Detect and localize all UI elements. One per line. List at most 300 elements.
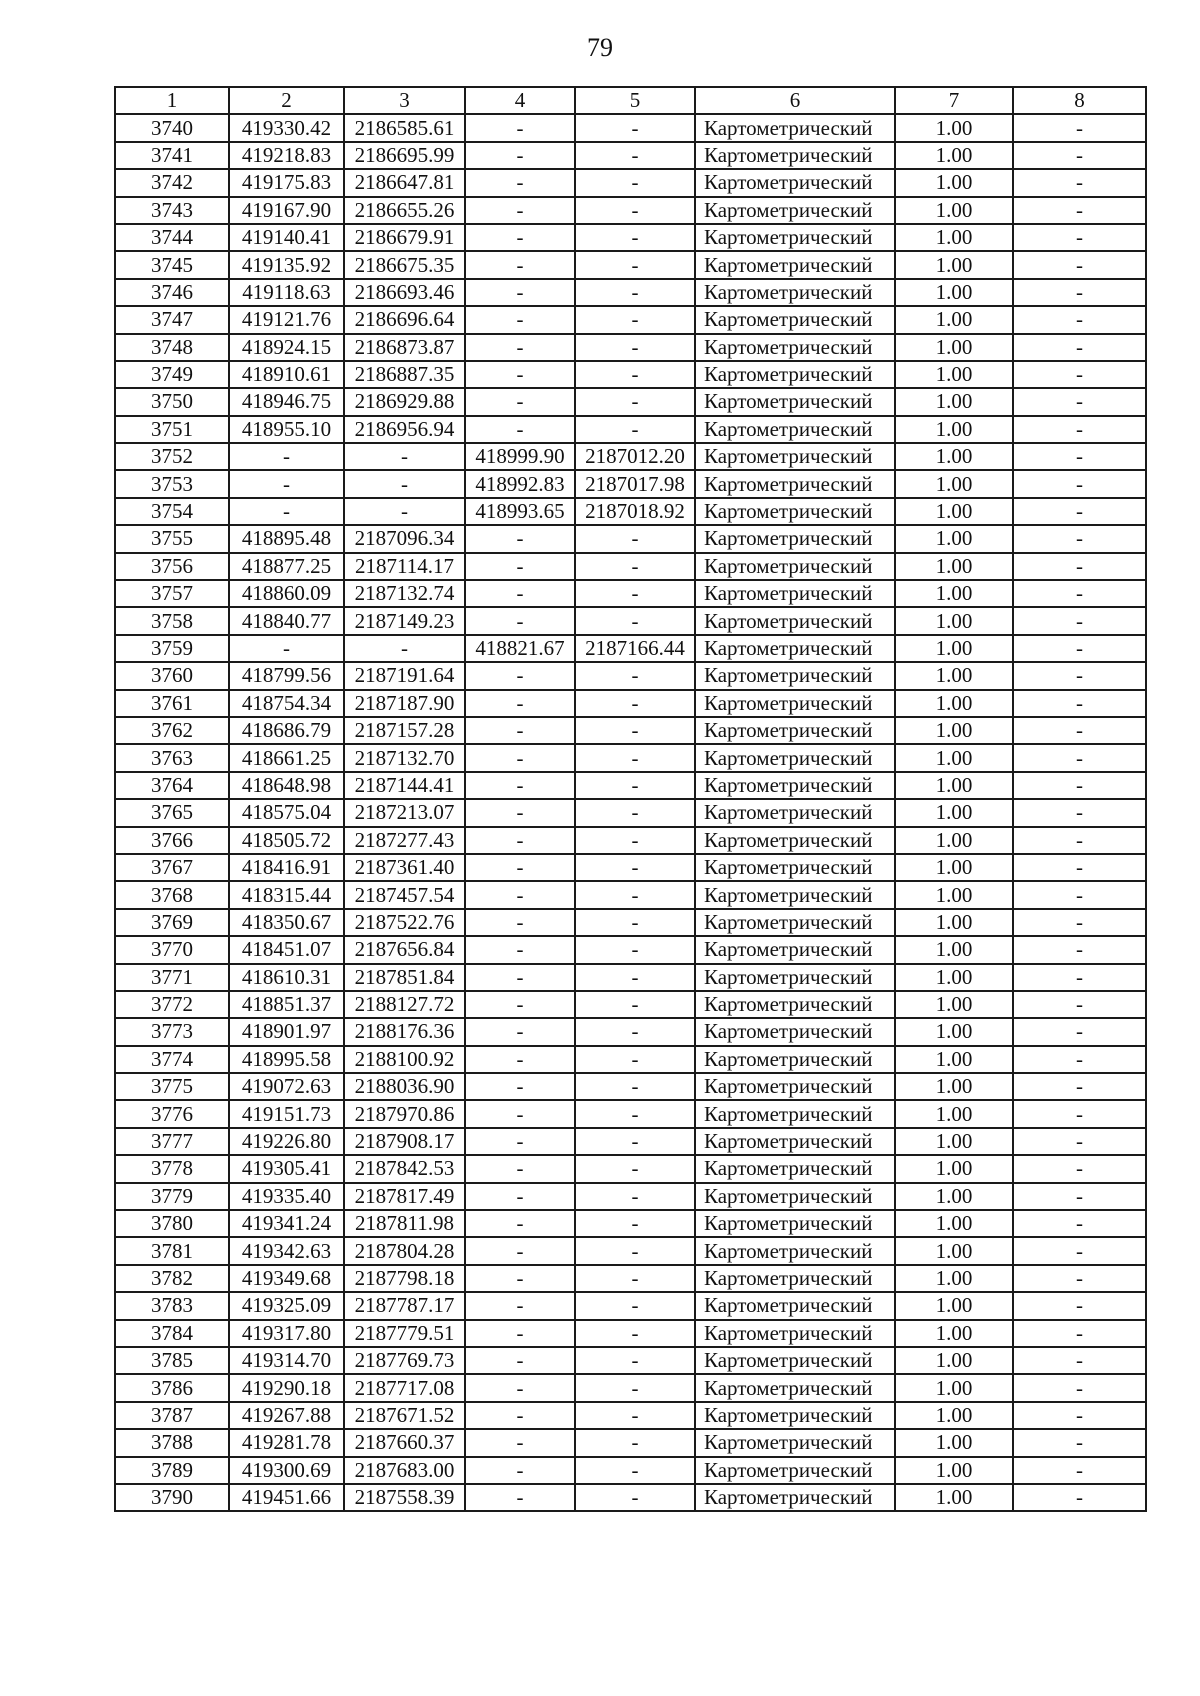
table-row — [115, 224, 1146, 251]
x-coordinate-cell: 419118.63 — [229, 279, 344, 306]
y-coordinate-alt-cell: 2187166.44 — [575, 635, 695, 662]
point-number-cell: 3749 — [115, 361, 229, 388]
description-cell: - — [1013, 607, 1146, 634]
point-number-cell: 3786 — [115, 1374, 229, 1401]
y-coordinate-cell: 2186695.99 — [344, 142, 465, 169]
method-cell: Картометрический — [695, 991, 895, 1018]
method-cell: Картометрический — [695, 799, 895, 826]
y-coordinate-cell: 2187817.49 — [344, 1183, 465, 1210]
x-coordinate-alt-cell: - — [465, 881, 575, 908]
method-cell: Картометрический — [695, 717, 895, 744]
x-coordinate-alt-cell: - — [465, 334, 575, 361]
method-cell: Картометрический — [695, 1265, 895, 1292]
x-coordinate-alt-cell: 418999.90 — [465, 443, 575, 470]
method-cell: Картометрический — [695, 827, 895, 854]
x-coordinate-cell: 418686.79 — [229, 717, 344, 744]
accuracy-cell: 1.00 — [895, 1046, 1013, 1073]
method-cell: Картометрический — [695, 1018, 895, 1045]
method-cell: Картометрический — [695, 525, 895, 552]
x-coordinate-cell: 419314.70 — [229, 1347, 344, 1374]
y-coordinate-alt-cell: - — [575, 1292, 695, 1319]
description-cell: - — [1013, 1457, 1146, 1484]
y-coordinate-alt-cell: 2187018.92 — [575, 498, 695, 525]
table-row — [115, 1265, 1146, 1292]
accuracy-cell: 1.00 — [895, 662, 1013, 689]
y-coordinate-cell: 2187970.86 — [344, 1100, 465, 1127]
table-row — [115, 1374, 1146, 1401]
point-number-cell: 3753 — [115, 470, 229, 497]
x-coordinate-alt-cell: - — [465, 1265, 575, 1292]
table-row — [115, 635, 1146, 662]
accuracy-cell: 1.00 — [895, 306, 1013, 333]
method-cell: Картометрический — [695, 224, 895, 251]
y-coordinate-alt-cell: - — [575, 744, 695, 771]
y-coordinate-cell: 2187798.18 — [344, 1265, 465, 1292]
x-coordinate-alt-cell: - — [465, 909, 575, 936]
y-coordinate-alt-cell: - — [575, 361, 695, 388]
x-coordinate-cell: 418895.48 — [229, 525, 344, 552]
y-coordinate-alt-cell: - — [575, 388, 695, 415]
method-cell: Картометрический — [695, 114, 895, 141]
x-coordinate-cell: 418840.77 — [229, 607, 344, 634]
accuracy-cell: 1.00 — [895, 1265, 1013, 1292]
accuracy-cell: 1.00 — [895, 635, 1013, 662]
table-header-row — [115, 87, 1146, 114]
y-coordinate-alt-cell: - — [575, 772, 695, 799]
description-cell: - — [1013, 1046, 1146, 1073]
x-coordinate-alt-cell: - — [465, 607, 575, 634]
x-coordinate-cell: 418799.56 — [229, 662, 344, 689]
y-coordinate-cell: 2187149.23 — [344, 607, 465, 634]
y-coordinate-alt-cell: - — [575, 964, 695, 991]
y-coordinate-cell: 2187804.28 — [344, 1237, 465, 1264]
point-number-cell: 3785 — [115, 1347, 229, 1374]
y-coordinate-alt-cell: - — [575, 936, 695, 963]
method-cell: Картометрический — [695, 1128, 895, 1155]
table-row — [115, 1018, 1146, 1045]
point-number-cell: 3779 — [115, 1183, 229, 1210]
description-cell: - — [1013, 361, 1146, 388]
method-cell: Картометрический — [695, 443, 895, 470]
point-number-cell: 3777 — [115, 1128, 229, 1155]
method-cell: Картометрический — [695, 744, 895, 771]
x-coordinate-cell: 418901.97 — [229, 1018, 344, 1045]
description-cell: - — [1013, 1237, 1146, 1264]
point-number-cell: 3790 — [115, 1484, 229, 1511]
x-coordinate-cell: 419451.66 — [229, 1484, 344, 1511]
x-coordinate-alt-cell: - — [465, 1100, 575, 1127]
table-row — [115, 1100, 1146, 1127]
description-cell: - — [1013, 553, 1146, 580]
table-row — [115, 827, 1146, 854]
x-coordinate-cell: 418350.67 — [229, 909, 344, 936]
accuracy-cell: 1.00 — [895, 1429, 1013, 1456]
point-number-cell: 3747 — [115, 306, 229, 333]
description-cell: - — [1013, 1155, 1146, 1182]
x-coordinate-alt-cell: - — [465, 662, 575, 689]
description-cell: - — [1013, 334, 1146, 361]
x-coordinate-alt-cell: 418992.83 — [465, 470, 575, 497]
y-coordinate-alt-cell: - — [575, 224, 695, 251]
method-cell: Картометрический — [695, 361, 895, 388]
x-coordinate-cell: 418648.98 — [229, 772, 344, 799]
accuracy-cell: 1.00 — [895, 114, 1013, 141]
y-coordinate-cell: 2187851.84 — [344, 964, 465, 991]
description-cell: - — [1013, 1347, 1146, 1374]
table-row — [115, 909, 1146, 936]
x-coordinate-cell: 419349.68 — [229, 1265, 344, 1292]
description-cell: - — [1013, 772, 1146, 799]
method-cell: Картометрический — [695, 334, 895, 361]
description-cell: - — [1013, 306, 1146, 333]
y-coordinate-cell: 2186873.87 — [344, 334, 465, 361]
x-coordinate-alt-cell: - — [465, 1402, 575, 1429]
table-row — [115, 1292, 1146, 1319]
accuracy-cell: 1.00 — [895, 936, 1013, 963]
x-coordinate-alt-cell: - — [465, 1347, 575, 1374]
y-coordinate-alt-cell: - — [575, 197, 695, 224]
description-cell: - — [1013, 169, 1146, 196]
table-row — [115, 881, 1146, 908]
point-number-cell: 3783 — [115, 1292, 229, 1319]
y-coordinate-cell: 2187213.07 — [344, 799, 465, 826]
method-cell: Картометрический — [695, 1155, 895, 1182]
x-coordinate-cell: 418315.44 — [229, 881, 344, 908]
x-coordinate-cell: 419330.42 — [229, 114, 344, 141]
x-coordinate-alt-cell: - — [465, 279, 575, 306]
point-number-cell: 3758 — [115, 607, 229, 634]
point-number-cell: 3750 — [115, 388, 229, 415]
point-number-cell: 3774 — [115, 1046, 229, 1073]
point-number-cell: 3788 — [115, 1429, 229, 1456]
y-coordinate-cell: 2187096.34 — [344, 525, 465, 552]
y-coordinate-cell: 2187157.28 — [344, 717, 465, 744]
x-coordinate-alt-cell: - — [465, 690, 575, 717]
x-coordinate-cell: 419335.40 — [229, 1183, 344, 1210]
table-row — [115, 525, 1146, 552]
description-cell: - — [1013, 443, 1146, 470]
accuracy-cell: 1.00 — [895, 1292, 1013, 1319]
point-number-cell: 3766 — [115, 827, 229, 854]
x-coordinate-alt-cell: - — [465, 854, 575, 881]
x-coordinate-cell: 418860.09 — [229, 580, 344, 607]
description-cell: - — [1013, 1292, 1146, 1319]
x-coordinate-alt-cell: - — [465, 1155, 575, 1182]
table-row — [115, 1347, 1146, 1374]
point-number-cell: 3742 — [115, 169, 229, 196]
table-body — [115, 114, 1146, 1511]
x-coordinate-cell: 419267.88 — [229, 1402, 344, 1429]
x-coordinate-cell: 418661.25 — [229, 744, 344, 771]
accuracy-cell: 1.00 — [895, 1484, 1013, 1511]
y-coordinate-cell: 2187361.40 — [344, 854, 465, 881]
description-cell: - — [1013, 114, 1146, 141]
x-coordinate-cell: - — [229, 470, 344, 497]
y-coordinate-alt-cell: - — [575, 1484, 695, 1511]
y-coordinate-alt-cell: - — [575, 1347, 695, 1374]
method-cell: Картометрический — [695, 416, 895, 443]
x-coordinate-cell: 419151.73 — [229, 1100, 344, 1127]
point-number-cell: 3768 — [115, 881, 229, 908]
description-cell: - — [1013, 909, 1146, 936]
y-coordinate-cell: 2186679.91 — [344, 224, 465, 251]
y-coordinate-cell: 2187787.17 — [344, 1292, 465, 1319]
description-cell: - — [1013, 224, 1146, 251]
method-cell: Картометрический — [695, 1237, 895, 1264]
column-header: 3 — [344, 87, 465, 114]
description-cell: - — [1013, 1429, 1146, 1456]
method-cell: Картометрический — [695, 1457, 895, 1484]
y-coordinate-alt-cell: - — [575, 525, 695, 552]
method-cell: Картометрический — [695, 388, 895, 415]
table-row — [115, 1402, 1146, 1429]
point-number-cell: 3773 — [115, 1018, 229, 1045]
page-number: 79 — [587, 33, 613, 62]
point-number-cell: 3760 — [115, 662, 229, 689]
method-cell: Картометрический — [695, 470, 895, 497]
accuracy-cell: 1.00 — [895, 1018, 1013, 1045]
description-cell: - — [1013, 1210, 1146, 1237]
description-cell: - — [1013, 388, 1146, 415]
point-number-cell: 3743 — [115, 197, 229, 224]
description-cell: - — [1013, 279, 1146, 306]
y-coordinate-alt-cell: - — [575, 799, 695, 826]
x-coordinate-alt-cell: - — [465, 1046, 575, 1073]
x-coordinate-cell: 419140.41 — [229, 224, 344, 251]
y-coordinate-alt-cell: - — [575, 416, 695, 443]
y-coordinate-cell: 2187683.00 — [344, 1457, 465, 1484]
x-coordinate-alt-cell: - — [465, 799, 575, 826]
table-row — [115, 169, 1146, 196]
y-coordinate-alt-cell: - — [575, 717, 695, 744]
y-coordinate-alt-cell: - — [575, 142, 695, 169]
description-cell: - — [1013, 936, 1146, 963]
description-cell: - — [1013, 964, 1146, 991]
table-row — [115, 251, 1146, 278]
table-row — [115, 991, 1146, 1018]
table-row — [115, 553, 1146, 580]
accuracy-cell: 1.00 — [895, 1155, 1013, 1182]
x-coordinate-cell: 418416.91 — [229, 854, 344, 881]
accuracy-cell: 1.00 — [895, 909, 1013, 936]
description-cell: - — [1013, 498, 1146, 525]
x-coordinate-alt-cell: - — [465, 388, 575, 415]
x-coordinate-alt-cell: - — [465, 991, 575, 1018]
x-coordinate-cell: 419167.90 — [229, 197, 344, 224]
method-cell: Картометрический — [695, 251, 895, 278]
x-coordinate-alt-cell: - — [465, 114, 575, 141]
point-number-cell: 3776 — [115, 1100, 229, 1127]
accuracy-cell: 1.00 — [895, 881, 1013, 908]
accuracy-cell: 1.00 — [895, 1237, 1013, 1264]
description-cell: - — [1013, 991, 1146, 1018]
accuracy-cell: 1.00 — [895, 224, 1013, 251]
method-cell: Картометрический — [695, 580, 895, 607]
accuracy-cell: 1.00 — [895, 1100, 1013, 1127]
table-row — [115, 1320, 1146, 1347]
accuracy-cell: 1.00 — [895, 525, 1013, 552]
method-cell: Картометрический — [695, 936, 895, 963]
point-number-cell: 3762 — [115, 717, 229, 744]
accuracy-cell: 1.00 — [895, 772, 1013, 799]
y-coordinate-cell: 2187144.41 — [344, 772, 465, 799]
y-coordinate-cell: 2187908.17 — [344, 1128, 465, 1155]
y-coordinate-alt-cell: - — [575, 690, 695, 717]
table-row — [115, 580, 1146, 607]
x-coordinate-cell: 419226.80 — [229, 1128, 344, 1155]
y-coordinate-cell: 2187660.37 — [344, 1429, 465, 1456]
x-coordinate-cell: 418955.10 — [229, 416, 344, 443]
accuracy-cell: 1.00 — [895, 991, 1013, 1018]
x-coordinate-alt-cell: - — [465, 964, 575, 991]
description-cell: - — [1013, 1320, 1146, 1347]
table-row — [115, 197, 1146, 224]
method-cell: Картометрический — [695, 1183, 895, 1210]
y-coordinate-cell: 2187656.84 — [344, 936, 465, 963]
y-coordinate-cell: 2186655.26 — [344, 197, 465, 224]
y-coordinate-alt-cell: - — [575, 1046, 695, 1073]
table-row — [115, 964, 1146, 991]
accuracy-cell: 1.00 — [895, 690, 1013, 717]
description-cell: - — [1013, 635, 1146, 662]
method-cell: Картометрический — [695, 690, 895, 717]
x-coordinate-alt-cell: - — [465, 1210, 575, 1237]
x-coordinate-alt-cell: - — [465, 1320, 575, 1347]
description-cell: - — [1013, 1374, 1146, 1401]
y-coordinate-alt-cell: - — [575, 1237, 695, 1264]
x-coordinate-alt-cell: - — [465, 1374, 575, 1401]
description-cell: - — [1013, 1100, 1146, 1127]
description-cell: - — [1013, 1128, 1146, 1155]
x-coordinate-cell: 419305.41 — [229, 1155, 344, 1182]
description-cell: - — [1013, 251, 1146, 278]
table-row — [115, 1237, 1146, 1264]
x-coordinate-cell: 419341.24 — [229, 1210, 344, 1237]
point-number-cell: 3752 — [115, 443, 229, 470]
point-number-cell: 3769 — [115, 909, 229, 936]
accuracy-cell: 1.00 — [895, 1183, 1013, 1210]
accuracy-cell: 1.00 — [895, 553, 1013, 580]
accuracy-cell: 1.00 — [895, 799, 1013, 826]
description-cell: - — [1013, 799, 1146, 826]
accuracy-cell: 1.00 — [895, 1320, 1013, 1347]
y-coordinate-alt-cell: - — [575, 854, 695, 881]
x-coordinate-cell: 418575.04 — [229, 799, 344, 826]
x-coordinate-alt-cell: - — [465, 142, 575, 169]
table-row — [115, 662, 1146, 689]
y-coordinate-cell: 2187842.53 — [344, 1155, 465, 1182]
accuracy-cell: 1.00 — [895, 1374, 1013, 1401]
y-coordinate-alt-cell: - — [575, 553, 695, 580]
x-coordinate-cell: - — [229, 498, 344, 525]
table-row — [115, 1183, 1146, 1210]
x-coordinate-alt-cell: - — [465, 744, 575, 771]
description-cell: - — [1013, 470, 1146, 497]
point-number-cell: 3771 — [115, 964, 229, 991]
y-coordinate-alt-cell: - — [575, 1374, 695, 1401]
table-row — [115, 306, 1146, 333]
y-coordinate-cell: 2187558.39 — [344, 1484, 465, 1511]
table-row — [115, 1155, 1146, 1182]
accuracy-cell: 1.00 — [895, 827, 1013, 854]
x-coordinate-cell: 419281.78 — [229, 1429, 344, 1456]
table-row — [115, 279, 1146, 306]
table-row — [115, 772, 1146, 799]
table-row — [115, 1046, 1146, 1073]
point-number-cell: 3746 — [115, 279, 229, 306]
x-coordinate-alt-cell: - — [465, 1183, 575, 1210]
method-cell: Картометрический — [695, 498, 895, 525]
y-coordinate-alt-cell: - — [575, 909, 695, 936]
point-number-cell: 3751 — [115, 416, 229, 443]
description-cell: - — [1013, 580, 1146, 607]
x-coordinate-cell: 418451.07 — [229, 936, 344, 963]
y-coordinate-cell: 2187671.52 — [344, 1402, 465, 1429]
y-coordinate-alt-cell: 2187017.98 — [575, 470, 695, 497]
table-row — [115, 1128, 1146, 1155]
y-coordinate-cell: 2188100.92 — [344, 1046, 465, 1073]
accuracy-cell: 1.00 — [895, 717, 1013, 744]
method-cell: Картометрический — [695, 197, 895, 224]
accuracy-cell: 1.00 — [895, 388, 1013, 415]
x-coordinate-alt-cell: - — [465, 1429, 575, 1456]
y-coordinate-cell: 2187522.76 — [344, 909, 465, 936]
x-coordinate-cell: 418995.58 — [229, 1046, 344, 1073]
x-coordinate-alt-cell: - — [465, 361, 575, 388]
accuracy-cell: 1.00 — [895, 498, 1013, 525]
description-cell: - — [1013, 197, 1146, 224]
x-coordinate-cell: 418924.15 — [229, 334, 344, 361]
x-coordinate-cell: 419121.76 — [229, 306, 344, 333]
accuracy-cell: 1.00 — [895, 416, 1013, 443]
y-coordinate-cell: 2187132.70 — [344, 744, 465, 771]
y-coordinate-alt-cell: - — [575, 1402, 695, 1429]
y-coordinate-cell: 2186647.81 — [344, 169, 465, 196]
y-coordinate-alt-cell: - — [575, 251, 695, 278]
point-number-cell: 3772 — [115, 991, 229, 1018]
y-coordinate-alt-cell: - — [575, 580, 695, 607]
y-coordinate-alt-cell: - — [575, 1265, 695, 1292]
x-coordinate-cell: 419218.83 — [229, 142, 344, 169]
point-number-cell: 3755 — [115, 525, 229, 552]
y-coordinate-cell: - — [344, 498, 465, 525]
y-coordinate-cell: 2187811.98 — [344, 1210, 465, 1237]
x-coordinate-alt-cell: - — [465, 224, 575, 251]
y-coordinate-alt-cell: - — [575, 1429, 695, 1456]
table-row — [115, 114, 1146, 141]
method-cell: Картометрический — [695, 635, 895, 662]
x-coordinate-cell: 419300.69 — [229, 1457, 344, 1484]
y-coordinate-cell: 2186696.64 — [344, 306, 465, 333]
y-coordinate-alt-cell: - — [575, 1210, 695, 1237]
accuracy-cell: 1.00 — [895, 1210, 1013, 1237]
point-number-cell: 3764 — [115, 772, 229, 799]
x-coordinate-cell: 418505.72 — [229, 827, 344, 854]
point-number-cell: 3782 — [115, 1265, 229, 1292]
y-coordinate-cell: - — [344, 443, 465, 470]
point-number-cell: 3780 — [115, 1210, 229, 1237]
y-coordinate-cell: 2187187.90 — [344, 690, 465, 717]
y-coordinate-alt-cell: - — [575, 881, 695, 908]
y-coordinate-alt-cell: - — [575, 1073, 695, 1100]
table-row — [115, 142, 1146, 169]
accuracy-cell: 1.00 — [895, 1457, 1013, 1484]
method-cell: Картометрический — [695, 1374, 895, 1401]
table-row — [115, 470, 1146, 497]
x-coordinate-alt-cell: - — [465, 772, 575, 799]
accuracy-cell: 1.00 — [895, 1347, 1013, 1374]
description-cell: - — [1013, 1018, 1146, 1045]
